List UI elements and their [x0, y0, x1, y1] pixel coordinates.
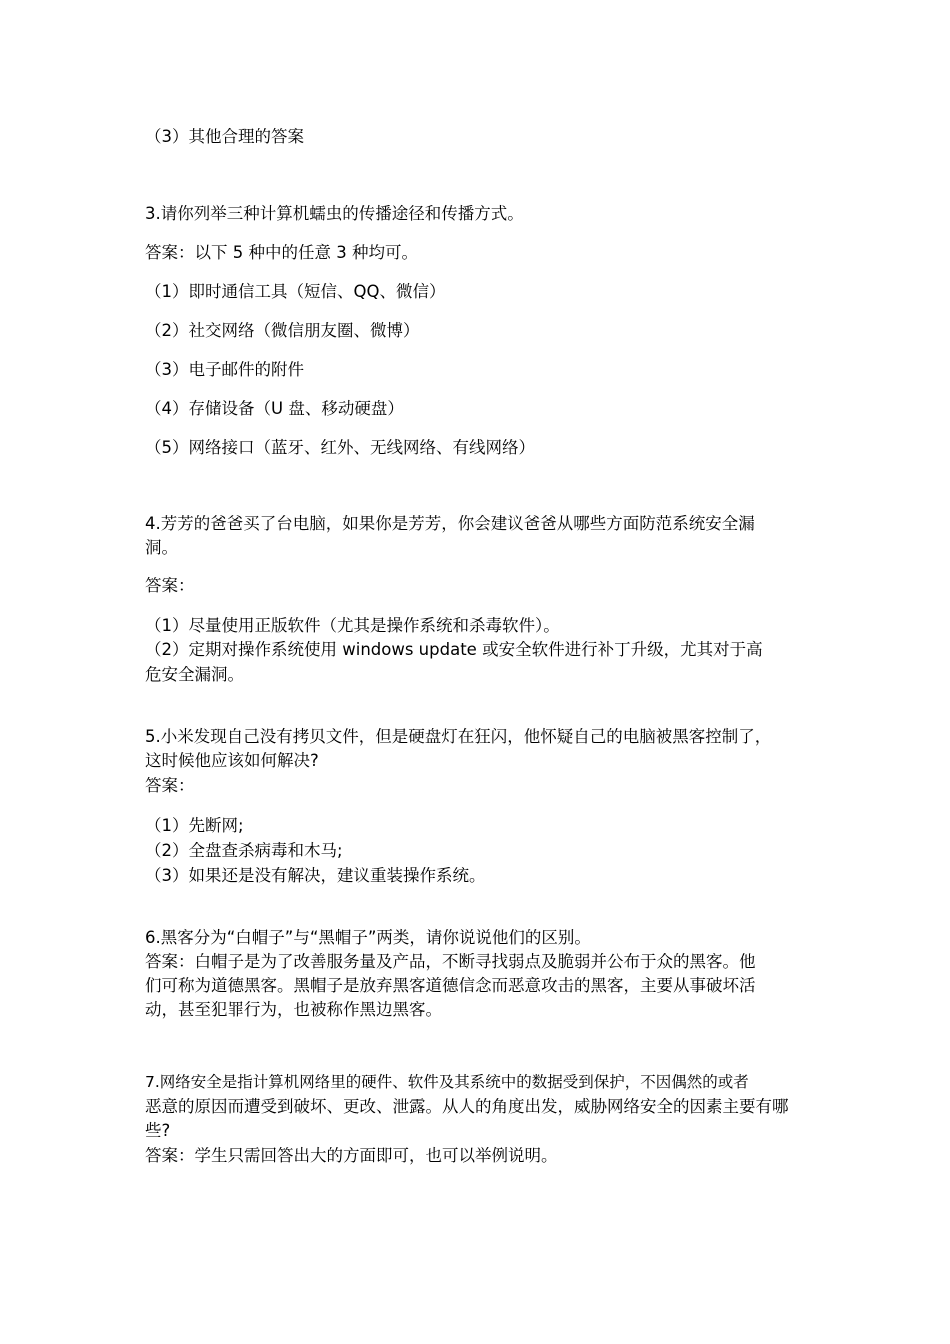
answer-3-item-3: （3）电子邮件的附件: [145, 360, 304, 379]
question-5-line-1: 5.小米发现自己没有拷贝文件，但是硬盘灯在狂闪，他怀疑自己的电脑被黑客控制了，: [145, 727, 772, 746]
question-7-line-1: 7.网络安全是指计算机网络里的硬件、软件及其系统中的数据受到保护，不因偶然的或者: [145, 1073, 749, 1091]
answer-5-item-1: （1）先断网;: [145, 816, 244, 835]
answer-5-label: 答案：: [145, 776, 195, 795]
answer-4-label: 答案：: [145, 576, 195, 595]
question-4-line-1: 4.芳芳的爸爸买了台电脑，如果你是芳芳，你会建议爸爸从哪些方面防范系统安全漏: [145, 514, 755, 533]
answer-5-item-3: （3）如果还是没有解决，建议重装操作系统。: [145, 866, 486, 885]
question-4-line-2: 洞。: [145, 538, 178, 557]
question-7-line-2: 恶意的原因而遭受到破坏、更改、泄露。从人的角度出发，威胁网络安全的因素主要有哪: [145, 1097, 789, 1116]
answer-3-intro: 答案：以下 5 种中的任意 3 种均可。: [145, 243, 418, 262]
answer-7: 答案：学生只需回答出大的方面即可，也可以举例说明。: [145, 1146, 558, 1165]
answer-3-item-4: （4）存储设备（U 盘、移动硬盘）: [145, 399, 404, 418]
answer-4-item-2-line-1: （2）定期对操作系统使用 windows update 或安全软件进行补丁升级，尤其对于高: [145, 640, 763, 659]
answer-3-item-1: （1）即时通信工具（短信、QQ、微信）: [145, 282, 446, 301]
answer-4-item-1: （1）尽量使用正版软件（尤其是操作系统和杀毒软件）。: [145, 616, 560, 635]
question-5-line-2: 这时候他应该如何解决?: [145, 751, 319, 770]
answer-6-line-3: 动，甚至犯罪行为，也被称作黑边黑客。: [145, 1000, 442, 1019]
question-7-line-3: 些?: [145, 1121, 171, 1140]
answer-3-item-2: （2）社交网络（微信朋友圈、微博）: [145, 321, 420, 340]
question-3: 3.请你列举三种计算机蠕虫的传播途径和传播方式。: [145, 204, 524, 223]
answer-6-line-1: 答案：白帽子是为了改善服务量及产品，不断寻找弱点及脆弱并公布于众的黑客。他: [145, 952, 756, 971]
answer-line-other: （3）其他合理的答案: [145, 127, 304, 146]
question-6: 6.黑客分为“白帽子”与“黑帽子”两类，请你说说他们的区别。: [145, 928, 591, 947]
answer-5-item-2: （2）全盘查杀病毒和木马;: [145, 841, 343, 860]
answer-4-item-2-line-2: 危安全漏洞。: [145, 665, 244, 684]
answer-3-item-5: （5）网络接口（蓝牙、红外、无线网络、有线网络）: [145, 438, 535, 457]
answer-6-line-2: 们可称为道德黑客。黑帽子是放弃黑客道德信念而恶意攻击的黑客，主要从事破坏活: [145, 976, 756, 995]
